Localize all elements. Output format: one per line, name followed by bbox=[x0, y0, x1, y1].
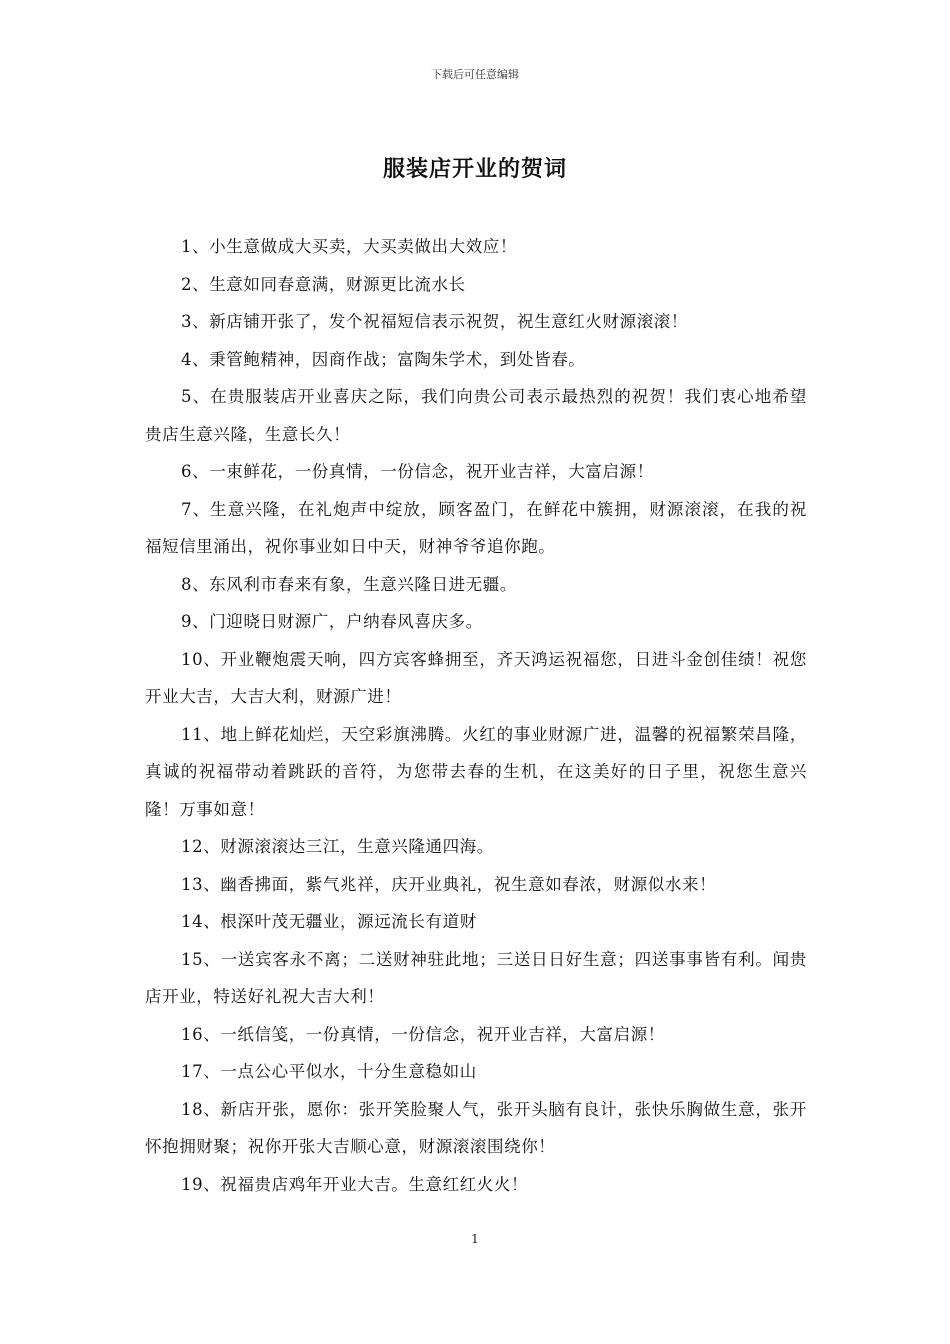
paragraph-3: 3、新店铺开张了，发个祝福短信表示祝贺，祝生意红火财源滚滚！ bbox=[181, 312, 688, 331]
paragraph-16: 16、一纸信笺，一份真情，一份信念，祝开业吉祥，大富启源！ bbox=[181, 1024, 665, 1044]
paragraph-10: 10、开业鞭炮震天响，四方宾客蜂拥至，齐天鸿运祝福您，日进斗金创佳绩！祝您开业大吉，大吉大利，财源广进！ bbox=[145, 649, 807, 706]
paragraph-8: 8、东风利市春来有象，生意兴隆日进无疆。 bbox=[181, 574, 517, 594]
paragraph-2: 2、生意如同春意满，财源更比流水长 bbox=[181, 274, 466, 294]
page-number: 1 bbox=[471, 1232, 479, 1246]
paragraph-18: 18、新店开张，愿你：张开笑脸聚人气，张开头脑有良计，张快乐胸做生意，张开怀抱拥财聚；祝你开张大吉顺心意，财源滚滚围绕你！ bbox=[145, 1099, 807, 1156]
paragraph-19: 19、祝福贵店鸡年开业大吉。生意红红火火！ bbox=[181, 1174, 529, 1194]
paragraph-9: 9、门迎晓日财源广，户纳春风喜庆多。 bbox=[181, 612, 483, 631]
paragraph-11: 11、地上鲜花灿烂，天空彩旗沸腾。火红的事业财源广进，温馨的祝福繁荣昌隆，真诚的祝福带动着跳跃的音符，为您带去春的生机，在这美好的日子里，祝您生意兴隆！万事如意！ bbox=[145, 724, 807, 819]
page-header: 下载后可任意编辑 bbox=[431, 68, 519, 81]
document-body bbox=[145, 228, 807, 1203]
paragraph-1: 1、小生意做成大买卖，大买卖做出大效应！ bbox=[181, 237, 517, 256]
paragraph-13: 13、幽香拂面，紫气兆祥，庆开业典礼，祝生意如春浓，财源似水来！ bbox=[181, 874, 717, 894]
paragraph-7: 7、生意兴隆，在礼炮声中绽放，顾客盈门，在鲜花中簇拥，财源滚滚，在我的祝福短信里涌出，祝你事业如日中天，财神爷爷追你跑。 bbox=[145, 499, 807, 556]
paragraph-12: 12、财源滚滚达三江，生意兴隆通四海。 bbox=[181, 837, 494, 856]
paragraph-15: 15、一送宾客永不离；二送财神驻此地；三送日日好生意；四送事事皆有利。闻贵店开业，特送好礼祝大吉大利！ bbox=[145, 949, 807, 1006]
paragraph-14: 14、根深叶茂无疆业，源远流长有道财 bbox=[181, 912, 477, 931]
paragraph-4: 4、秉管鲍精神，因商作战；富陶朱学术，到处皆春。 bbox=[181, 349, 586, 369]
paragraph-5: 5、在贵服装店开业喜庆之际，我们向贵公司表示最热烈的祝贺！我们衷心地希望贵店生意兴隆，生意长久！ bbox=[145, 387, 807, 444]
document-title: 服装店开业的贺词 bbox=[382, 157, 567, 182]
paragraph-6: 6、一束鲜花，一份真情，一份信念，祝开业吉祥，大富启源！ bbox=[181, 462, 654, 481]
paragraph-17: 17、一点公心平似水，十分生意稳如山 bbox=[181, 1062, 477, 1081]
